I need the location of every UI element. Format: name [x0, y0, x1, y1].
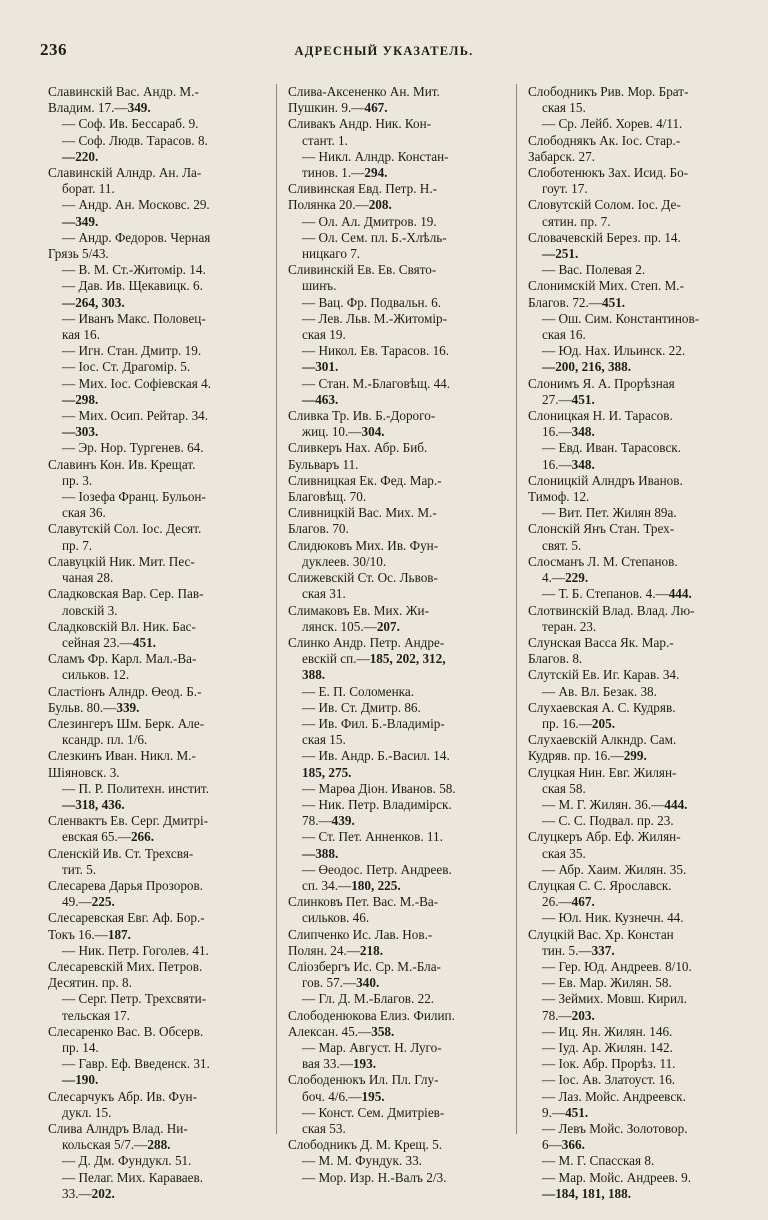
entry-line: Слинковъ Пет. Вас. М.-Ва-	[288, 894, 439, 910]
entry-line: 16.—348.	[542, 456, 595, 472]
entry-line: Слипченко Ис. Лав. Нов.-	[288, 926, 433, 942]
entry-line: 185, 275.	[302, 764, 352, 780]
entry-line: Слободникъ Рив. Мор. Брат-	[528, 84, 689, 99]
entry-line: Слижевскій Ст. Ос. Львов-	[288, 570, 438, 586]
entry-line: сильков. 46.	[302, 910, 370, 926]
entry-line: кая 16.	[62, 327, 100, 343]
entry-line: Слоботенюкъ Зах. Исид. Бо-	[528, 165, 689, 181]
entry-line: — Мар. Август. Н. Луго-	[302, 1039, 442, 1055]
entry-line: Сливницкая Ек. Фед. Мар.-	[288, 472, 442, 488]
column-divider-1	[276, 84, 277, 1134]
entry-line: — Лев. Льв. М.-Житомір-	[302, 310, 448, 326]
entry-line: 49.—225.	[62, 894, 115, 910]
entry-line: Слонимъ Я. А. Прорѣзная	[528, 375, 675, 391]
entry-line: Славинскій Вас. Андр. М.-	[48, 84, 199, 99]
entry-line: Владим. 17.—349.	[48, 100, 151, 116]
entry-line: тельская 17.	[62, 1007, 130, 1023]
entry-line: 6—366.	[542, 1137, 585, 1153]
entry-line: чаная 28.	[62, 570, 114, 586]
entry-line: — Вас. Полевая 2.	[542, 262, 646, 278]
entry-line: ская 19.	[302, 327, 346, 343]
entry-line: —184, 181, 188.	[542, 1185, 632, 1201]
entry-line: Полян. 24.—218.	[288, 942, 383, 958]
entry-line: Благов. 70.	[288, 521, 349, 537]
entry-line: — Юд. Нах. Ильинск. 22.	[542, 343, 686, 359]
entry-line: 27.—451.	[542, 391, 595, 407]
entry-line: Сладковскій Вл. Ник. Бас-	[48, 618, 196, 634]
entry-line: —251.	[542, 246, 579, 262]
entry-line: Бульваръ 11.	[288, 456, 359, 472]
entry-line: ловскій 3.	[62, 602, 118, 618]
entry-line: — Вац. Фр. Подвальн. 6.	[302, 294, 441, 310]
entry-line: —264, 303.	[62, 294, 125, 310]
entry-line: — Никл. Алндр. Констан-	[302, 148, 449, 164]
page-number: 236	[40, 40, 67, 59]
entry-line: Слухаевская А. С. Кудряв.	[528, 699, 676, 715]
entry-line: Слободникъ Д. М. Крещ. 5.	[288, 1137, 443, 1153]
entry-line: — Мих. Іос. Софіевская 4.	[62, 375, 211, 391]
entry-line: —303.	[62, 424, 99, 440]
entry-line: Славинскій Алндр. Ан. Ла-	[48, 165, 202, 181]
entry-line: тинов. 1.—294.	[302, 165, 388, 181]
entry-line: — Соф. Ив. Бессараб. 9.	[62, 116, 199, 132]
entry-line: ксандр. пл. 1/6.	[62, 732, 148, 748]
entry-line: Слонскій Янъ Стан. Трех-	[528, 521, 675, 537]
entry-line: Слосманъ Л. М. Степанов.	[528, 553, 678, 569]
entry-line: — Евд. Иван. Тарасовск.	[542, 440, 682, 456]
entry-line: Слесарчукъ Абр. Ив. Фун-	[48, 1088, 197, 1104]
entry-line: Слидюковъ Мих. Ив. Фун-	[288, 537, 439, 553]
entry-line: шинъ.	[302, 278, 337, 294]
entry-line: — Игн. Стан. Дмитр. 19.	[62, 343, 202, 359]
entry-line: вая 33.—193.	[302, 1056, 377, 1072]
entry-line: ская 15.	[542, 100, 586, 116]
entry-line: — Өеодос. Петр. Андреев.	[302, 861, 452, 877]
entry-line: Слоницкій Алндръ Иванов.	[528, 472, 683, 488]
entry-line: — Мор. Изр. Н.-Валъ 2/3.	[302, 1169, 447, 1185]
entry-line: — Лаз. Мойс. Андреевск.	[542, 1088, 686, 1104]
entry-line: стант. 1.	[302, 132, 348, 148]
entry-line: — Андр. Ан. Московс. 29.	[62, 197, 210, 213]
entry-line: Сленскій Ив. Ст. Трехсвя-	[48, 845, 194, 861]
entry-line: — Ев. Мар. Жилян. 58.	[542, 975, 672, 991]
entry-line: Слободнякъ Ак. Іос. Стар.-	[528, 132, 681, 148]
entry-line: сп. 34.—180, 225.	[302, 877, 401, 893]
entry-line: Сладковская Вар. Сер. Пав-	[48, 586, 204, 602]
entry-line: 4.—229.	[542, 570, 589, 586]
entry-line: — Ив. Андр. Б.-Васил. 14.	[302, 748, 450, 764]
entry-line: Забарск. 27.	[528, 148, 595, 164]
entry-line: — Т. Б. Степанов. 4.—444.	[542, 586, 692, 602]
entry-line: — Никол. Ев. Тарасов. 16.	[302, 343, 450, 359]
entry-line: Слива-Аксененко Ан. Мит.	[288, 84, 440, 99]
entry-line: 33.—202.	[62, 1185, 115, 1201]
entry-line: Слухаевскій Алкндр. Сам.	[528, 732, 677, 748]
entry-line: Благовѣщ. 70.	[288, 489, 367, 505]
entry-line: Слуцкеръ Абр. Еф. Жилян-	[528, 829, 681, 845]
entry-line: 26.—467.	[542, 894, 595, 910]
running-title: АДРЕСНЫЙ УКАЗАТЕЛЬ.	[294, 44, 474, 58]
entry-line: Слободенюкова Елиз. Филип.	[288, 1007, 455, 1023]
entry-line: — Гавр. Еф. Введенск. 31.	[62, 1056, 210, 1072]
entry-line: — П. Р. Политехн. инстит.	[62, 780, 210, 796]
entry-line: дуклеев. 30/10.	[302, 553, 387, 569]
entry-line: — Конст. Сем. Дмитріев-	[302, 1104, 445, 1120]
entry-line: Пушкин. 9.—467.	[288, 100, 388, 116]
entry-line: боч. 4/6.—195.	[302, 1088, 385, 1104]
entry-line: Слонимскій Мих. Степ. М.-	[528, 278, 684, 294]
entry-line: — Мих. Осип. Рейтар. 34.	[62, 408, 209, 424]
entry-line: — Зеймих. Мовш. Кирил.	[542, 991, 687, 1007]
entry-line: —200, 216, 388.	[542, 359, 632, 375]
entries-column-2	[288, 84, 504, 1186]
entry-line: Слива Алндръ Влад. Ни-	[48, 1121, 188, 1136]
entry-line: Сливакъ Андр. Ник. Кон-	[288, 116, 432, 132]
entry-line: — С. С. Подвал. пр. 23.	[542, 813, 674, 829]
entry-line: Токъ 16.—187.	[48, 926, 131, 942]
entry-line: Слоницкая Н. И. Тарасов.	[528, 408, 673, 424]
entry-line: — Иванъ Макс. Половец-	[62, 310, 206, 326]
entry-line: — Ол. Сем. пл. Б.-Хлѣль-	[302, 229, 447, 245]
entry-line: —349.	[62, 213, 99, 229]
entry-line: Сламъ Фр. Карл. Мал.-Ва-	[48, 651, 197, 667]
entry-line: 388.	[302, 667, 326, 683]
entry-line: Десятин. пр. 8.	[48, 975, 132, 991]
entry-line: ская 15.	[302, 732, 346, 748]
entry-line: сейная 23.—451.	[62, 634, 156, 650]
entry-line: — Іос. Ав. Златоуст. 16.	[542, 1072, 676, 1088]
entry-line: Сластіонъ Алндр. Өеод. Б.-	[48, 683, 202, 699]
entry-line: —388.	[302, 845, 339, 861]
entry-line: — Левъ Мойс. Золотовор.	[542, 1121, 688, 1136]
entry-line: —463.	[302, 391, 339, 407]
entry-line: Алексан. 45.—358.	[288, 1023, 395, 1039]
entry-line: Слунская Васса Як. Мар.-	[528, 634, 674, 650]
entry-line: — Ош. Сим. Константинов-	[542, 310, 700, 326]
entry-line: —298.	[62, 391, 99, 407]
entry-line: — Ник. Петр. Гоголев. 41.	[62, 942, 209, 958]
entry-line: тит. 5.	[62, 861, 97, 877]
entry-line: — Пелаг. Мих. Караваев.	[62, 1169, 203, 1185]
entry-line: ская 36.	[62, 505, 106, 521]
entry-line: — М. Г. Жилян. 36.—444.	[542, 796, 688, 812]
entry-line: Шіяновск. 3.	[48, 764, 120, 780]
entry-line: свят. 5.	[542, 537, 582, 553]
entry-line: — Ст. Пет. Анненков. 11.	[302, 829, 443, 845]
entry-line: Полянка 20.—208.	[288, 197, 392, 213]
entry-line: — Дав. Ив. Щекавицк. 6.	[62, 278, 203, 294]
entry-line: 9.—451.	[542, 1104, 589, 1120]
entry-line: — Стан. М.-Благовѣщ. 44.	[302, 375, 451, 391]
entry-line: — Е. П. Соломенка.	[302, 683, 415, 699]
entry-line: сильков. 12.	[62, 667, 130, 683]
entry-line: Словачевскій Берез. пр. 14.	[528, 229, 681, 245]
entry-line: Кудряв. пр. 16.—299.	[528, 748, 647, 764]
entry-line: — Іок. Абр. Прорѣз. 11.	[542, 1056, 676, 1072]
entry-line: 78.—439.	[302, 813, 355, 829]
entry-line: —318, 436.	[62, 796, 125, 812]
entry-line: — М. М. Фундук. 33.	[302, 1153, 422, 1169]
entry-line: — Соф. Людв. Тарасов. 8.	[62, 132, 208, 148]
column-divider-2	[516, 84, 517, 1134]
entry-line: Слесарева Дарья Прозоров.	[48, 877, 204, 893]
entry-line: — Мар. Мойс. Андреев. 9.	[542, 1169, 692, 1185]
entry-line: Слесаренко Вас. В. Обсерв.	[48, 1023, 204, 1039]
entry-line: пр. 7.	[62, 537, 93, 553]
entry-line: — Марөа Діон. Иванов. 58.	[302, 780, 456, 796]
entries-column-3	[528, 84, 744, 1202]
entry-line: — М. Г. Спасская 8.	[542, 1153, 655, 1169]
entry-line: Сленвактъ Ев. Серг. Дмитрі-	[48, 813, 209, 829]
entry-line: Бульв. 80.—339.	[48, 699, 140, 715]
entry-line: Слесаревская Евг. Аф. Бор.-	[48, 910, 205, 926]
entry-line: Грязь 5/43.	[48, 246, 109, 262]
entry-line: Слезингеръ Шм. Берк. Але-	[48, 715, 205, 731]
entry-line: Сливка Тр. Ив. Б.-Дорого-	[288, 408, 436, 424]
entry-line: 78.—203.	[542, 1007, 595, 1023]
entry-line: — Вит. Пет. Жилян 89а.	[542, 505, 677, 521]
entry-line: Сливницкій Вас. Мих. М.-	[288, 505, 437, 521]
entry-line: —220.	[62, 148, 99, 164]
entry-line: тин. 5.—337.	[542, 942, 615, 958]
entry-line: — Юл. Ник. Кузнечн. 44.	[542, 910, 684, 926]
entry-line: пр. 3.	[62, 472, 93, 488]
entry-line: сятин. пр. 7.	[542, 213, 611, 229]
entry-line: ская 53.	[302, 1121, 346, 1136]
entry-line: — Ав. Вл. Безак. 38.	[542, 683, 657, 699]
entry-line: — Іуд. Ар. Жилян. 142.	[542, 1039, 673, 1055]
entry-line: — Серг. Петр. Трехсвяти-	[62, 991, 207, 1007]
entry-line: Слободенюкъ Ил. Пл. Глу-	[288, 1072, 439, 1088]
entry-line: гов. 57.—340.	[302, 975, 380, 991]
entry-line: Слотвинскій Влад. Влад. Лю-	[528, 602, 695, 618]
entry-line: — Д. Дм. Фундукл. 51.	[62, 1153, 192, 1169]
entry-line: — Іос. Ст. Драгоміp. 5.	[62, 359, 191, 375]
entry-line: Сливкеръ Нах. Абр. Биб.	[288, 440, 428, 456]
entry-line: теран. 23.	[542, 618, 597, 634]
entry-line: ская 58.	[542, 780, 586, 796]
entry-line: дукл. 15.	[62, 1104, 112, 1120]
entry-line: Слуцкая С. С. Ярославск.	[528, 877, 672, 893]
entry-line: лянск. 105.—207.	[302, 618, 400, 634]
entry-line: — Андр. Федоров. Черная	[62, 229, 211, 245]
entry-line: — Ник. Петр. Владимірск.	[302, 796, 452, 812]
entry-line: —190.	[62, 1072, 99, 1088]
entry-line: пр. 16.—205.	[542, 715, 615, 731]
entry-line: Слесаревскій Мих. Петров.	[48, 958, 203, 974]
entry-line: Сліозбергъ Ис. Ср. М.-Бла-	[288, 958, 441, 974]
entry-line: — В. М. Ст.-Житомір. 14.	[62, 262, 206, 278]
entry-line: — Ив. Ст. Дмитр. 86.	[302, 699, 421, 715]
entry-line: гоут. 17.	[542, 181, 588, 197]
entry-line: Тимоф. 12.	[528, 489, 590, 505]
entry-line: — Гл. Д. М.-Благов. 22.	[302, 991, 435, 1007]
entry-line: пр. 14.	[62, 1039, 99, 1055]
entry-line: —301.	[302, 359, 339, 375]
entry-line: евская 65.—266.	[62, 829, 155, 845]
entry-line: Слимаковъ Ев. Мих. Жи-	[288, 602, 429, 618]
entry-line: Слуцкій Вас. Хр. Констан	[528, 926, 674, 942]
entry-line: — Эр. Нор. Тургенев. 64.	[62, 440, 204, 456]
entry-line: Благов. 8.	[528, 651, 583, 667]
entry-line: — Ср. Лейб. Хорев. 4/11.	[542, 116, 683, 132]
entry-line: — Іозефа Франц. Бульон-	[62, 489, 206, 505]
entry-line: евскій сп.—185, 202, 312,	[302, 651, 446, 667]
entry-line: — Абр. Хаим. Жилян. 35.	[542, 861, 687, 877]
entry-line: ская 31.	[302, 586, 346, 602]
entry-line: ская 16.	[542, 327, 586, 343]
entry-line: Слутскій Ев. Иг. Карав. 34.	[528, 667, 680, 683]
entry-line: Слезкинъ Иван. Никл. М.-	[48, 748, 196, 764]
entry-line: ская 35.	[542, 845, 586, 861]
entry-line: Слуцкая Нин. Евг. Жилян-	[528, 764, 677, 780]
entry-line: — Ив. Фил. Б.-Владимір-	[302, 715, 445, 731]
entry-line: Благов. 72.—451.	[528, 294, 626, 310]
entry-line: Сливинскій Ев. Ев. Свято-	[288, 262, 437, 278]
entry-line: Славинъ Кон. Ив. Крещат.	[48, 456, 196, 472]
entries-column-1	[48, 84, 264, 1202]
entry-line: — Гер. Юд. Андреев. 8/10.	[542, 958, 692, 974]
entry-line: ницкаго 7.	[302, 246, 361, 262]
entry-line: Славуцкій Ник. Мит. Пес-	[48, 553, 195, 569]
entry-line: Словутскій Солом. Іос. Де-	[528, 197, 681, 213]
entry-line: — Иц. Ян. Жилян. 146.	[542, 1023, 673, 1039]
entry-line: кольская 5/7.—288.	[62, 1137, 171, 1153]
entry-line: жиц. 10.—304.	[302, 424, 385, 440]
entry-line: борат. 11.	[62, 181, 115, 197]
entry-line: Сливинская Евд. Петр. Н.-	[288, 181, 438, 197]
entry-line: 16.—348.	[542, 424, 595, 440]
entry-line: Слинко Андр. Петр. Андре-	[288, 634, 445, 650]
entry-line: Славутскій Сол. Іос. Десят.	[48, 521, 202, 537]
entry-line: — Ол. Ал. Дмитров. 19.	[302, 213, 437, 229]
